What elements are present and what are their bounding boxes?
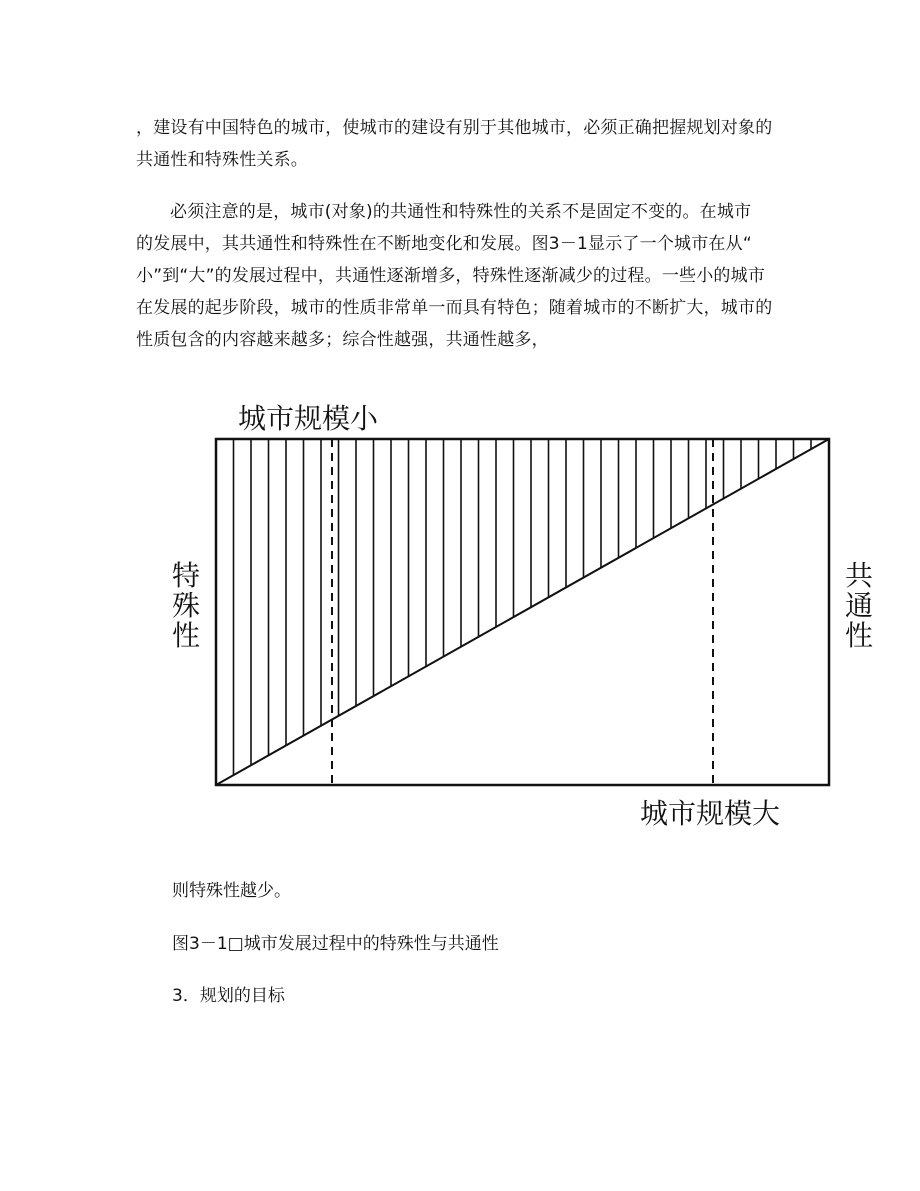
paragraph-2-line-1: 必须注意的是，城市(对象)的共通性和特殊性的关系不是固定不变的。在城市 <box>170 202 752 222</box>
label-right-3: 性 <box>845 619 874 652</box>
diagonal-line <box>216 439 829 785</box>
label-left-3: 性 <box>172 619 201 652</box>
label-left-2: 殊 <box>172 589 201 622</box>
label-bottom: 城市规模大 <box>640 797 781 830</box>
label-right-1: 共 <box>845 559 874 592</box>
paragraph-1-line-2: 共通性和特殊性关系。 <box>136 150 308 170</box>
section-heading: 3．规划的目标 <box>172 986 285 1006</box>
paragraph-2-line-5: 性质包含的内容越来越多；综合性越强，共通性越多， <box>136 330 549 350</box>
paragraph-2-line-3: 小”到“大”的发展过程中，共通性逐渐增多，特殊性逐渐减少的过程。一些小的城市 <box>136 266 766 286</box>
figure-diagram <box>160 392 880 842</box>
label-top: 城市规模小 <box>238 402 379 435</box>
paragraph-2-line-4: 在发展的起步阶段，城市的性质非常单一而具有特色；随着城市的不断扩大，城市的 <box>136 298 773 318</box>
paragraph-2-line-2: 的发展中，其共通性和特殊性在不断地变化和发展。图3－1显示了一个城市在从“ <box>136 234 752 254</box>
paragraph-1 <box>136 112 786 176</box>
label-left-1: 特 <box>172 559 201 592</box>
paragraph-2 <box>136 196 786 356</box>
label-right-2: 通 <box>845 589 874 622</box>
figure-caption: 图3－1□城市发展过程中的特殊性与共通性 <box>172 934 499 954</box>
paragraph-1-line-1: ，建设有中国特色的城市，使城市的建设有别于其他城市，必须正确把握规划对象的 <box>136 118 773 138</box>
continuation-text: 则特殊性越少。 <box>172 881 291 901</box>
hatch-lines <box>234 439 812 775</box>
